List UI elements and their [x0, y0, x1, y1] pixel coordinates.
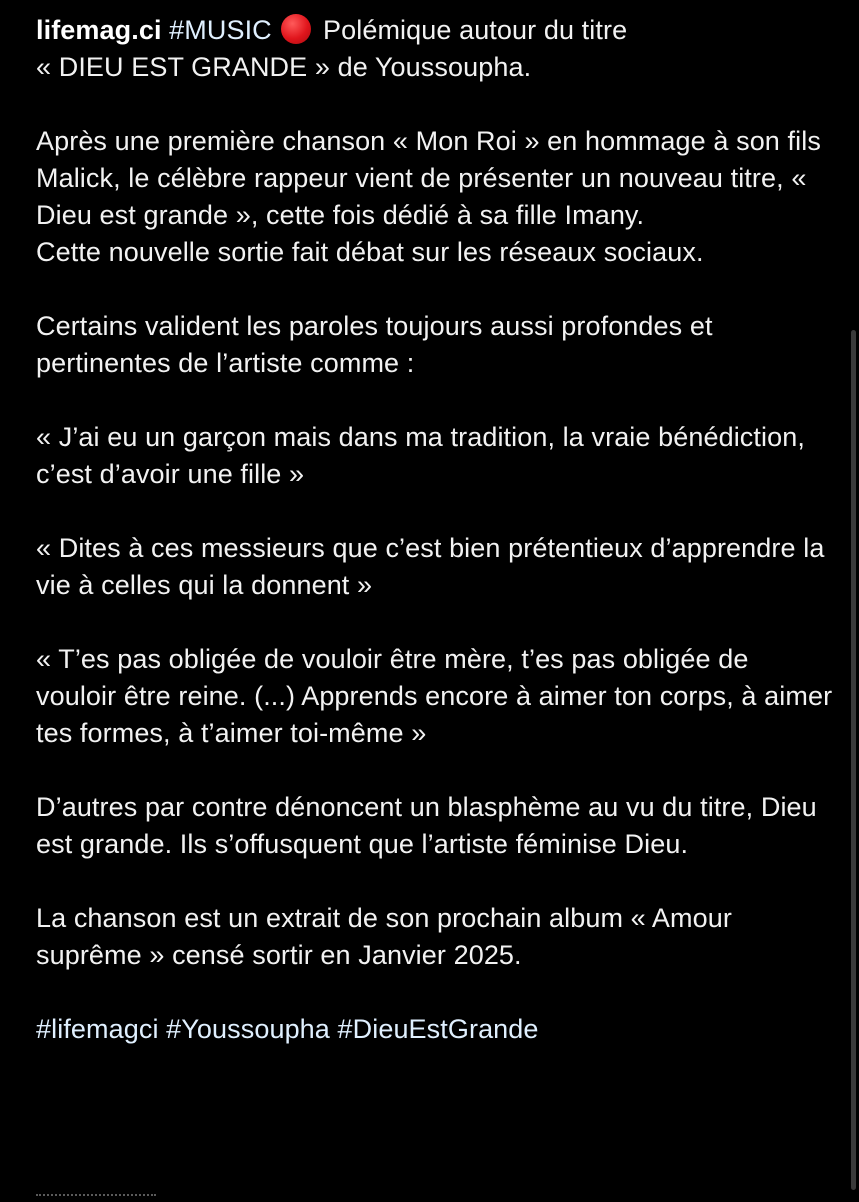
album-paragraph: La chanson est un extrait de son prochain album « Amour suprême » censé sortir en Janvier 2025. [36, 903, 732, 970]
post-caption [36, 12, 836, 1048]
username-link[interactable]: lifemag.ci [36, 15, 162, 45]
red-circle-icon [281, 14, 311, 44]
debate-paragraph: Cette nouvelle sortie fait débat sur les réseaux sociaux. [36, 237, 704, 267]
headline-text-line-1: Polémique autour du titre [323, 15, 628, 45]
supporters-paragraph: Certains valident les paroles toujours aussi profondes et pertinentes de l’artiste comme : [36, 311, 713, 378]
lyric-quote-2: « Dites à ces messieurs que c’est bien prétentieux d’apprendre la vie à celles qui la donnent » [36, 533, 825, 600]
caption-headline [36, 12, 836, 86]
headline-text-line-2: « DIEU EST GRANDE » de Youssoupha. [36, 52, 532, 82]
hashtag-music[interactable]: #MUSIC [169, 15, 272, 45]
intro-paragraph: Après une première chanson « Mon Roi » en hommage à son fils Malick, le célèbre rappeur vient de présenter un nouveau titre, « Dieu est grande », cette fois dédié à sa fille Imany. [36, 126, 821, 230]
hashtags-line[interactable]: #lifemagci #Youssoupha #DieuEstGrande [36, 1014, 539, 1044]
critics-paragraph: D’autres par contre dénoncent un blasphème au vu du titre, Dieu est grande. Ils s’offusquent que l’artiste féminise Dieu. [36, 792, 817, 859]
lyric-quote-3: « T’es pas obligée de vouloir être mère, t’es pas obligée de vouloir être reine. (...) Apprends encore à aimer ton corps, à aimer tes formes, à t’aimer toi-même » [36, 644, 833, 748]
cutoff-text-fragment [36, 1192, 156, 1202]
scrollbar[interactable] [851, 330, 856, 1190]
lyric-quote-1: « J’ai eu un garçon mais dans ma tradition, la vraie bénédiction, c’est d’avoir une fille » [36, 422, 805, 489]
